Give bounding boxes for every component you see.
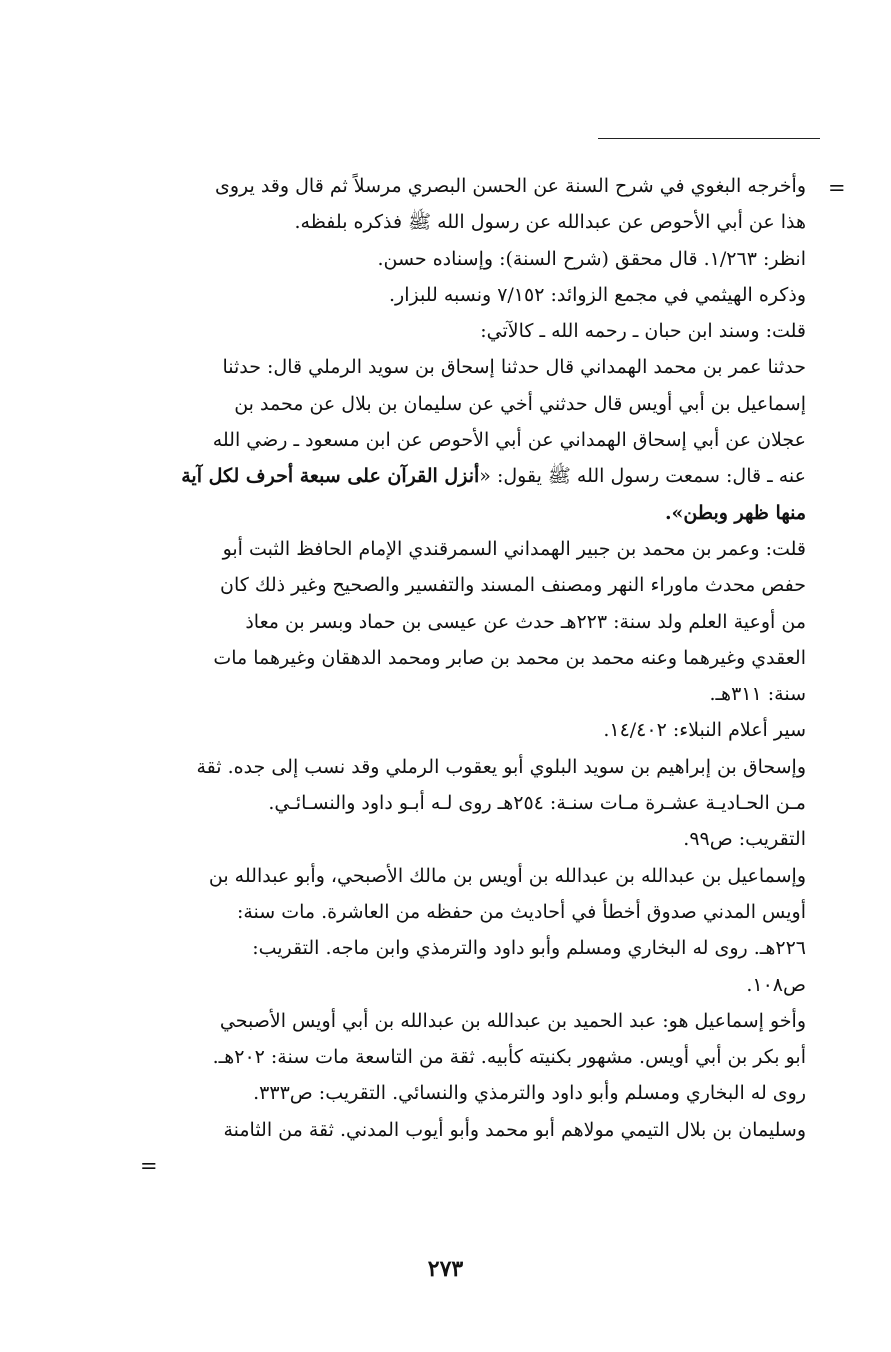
continuation-mark-top: =	[828, 176, 846, 200]
text-line: وإسحاق بن إبراهيم بن سويد البلوي أبو يعقوب الرملي وقد نسب إلى جده. ثقة	[196, 755, 806, 778]
text-line: التقريب: ص٩٩.	[683, 828, 806, 851]
text-line: هذا عن أبي الأحوص عن عبدالله عن رسول الله ﷺ فذكره بلفظه.	[294, 211, 806, 234]
text-line: سير أعلام النبلاء: ١٤/٤٠٢.	[603, 719, 806, 742]
text-line: قلت: وسند ابن حبان ـ رحمه الله ـ كالآتي:	[480, 320, 806, 343]
text-line: من أوعية العلم ولد سنة: ٢٢٣هـ حدث عن عيسى بن حماد وبسر بن معاذ	[245, 610, 806, 633]
text-line: وإسماعيل بن عبدالله بن عبدالله بن أويس بن مالك الأصبحي، وأبو عبدالله بن	[208, 864, 806, 887]
text-line: قلت: وعمر بن محمد بن جبير الهمداني السمرقندي الإمام الحافظ الثبت أبو	[222, 537, 806, 560]
text-line: ٢٢٦هـ. روى له البخاري ومسلم وأبو داود والترمذي وابن ماجه. التقريب:	[252, 937, 806, 960]
hadith-line-end: منها ظهر وبطن».	[664, 501, 806, 524]
text-line: وسليمان بن بلال التيمي مولاهم أبو محمد وأبو أيوب المدني. ثقة من الثامنة	[223, 1118, 806, 1141]
text-line: عجلان عن أبي إسحاق الهمداني عن أبي الأحوص عن ابن مسعود ـ رضي الله	[212, 429, 806, 452]
footnote-text-block	[150, 168, 806, 1148]
text-line: إسماعيل بن أبي أويس قال حدثني أخي عن سليمان بن بلال عن محمد بن	[234, 392, 806, 415]
page-number: ٢٧٣	[427, 1256, 464, 1282]
text-line: روى له البخاري ومسلم وأبو داود والترمذي والنسائي. التقريب: ص٣٣٣.	[253, 1082, 806, 1105]
text-line: أبو بكر بن أبي أويس. مشهور بكنيته كأبيه. ثقة من التاسعة مات سنة: ٢٠٢هـ.	[212, 1046, 806, 1069]
hadith-intro: عنه ـ قال: سمعت رسول الله ﷺ يقول: «	[479, 465, 806, 488]
text-line: سنة: ٣١١هـ.	[709, 683, 806, 706]
footnote-separator-rule	[598, 138, 820, 139]
text-line: حفص محدث ماوراء النهر ومصنف المسند والتفسير والصحيح وغير ذلك كان	[220, 574, 806, 597]
continuation-mark-bottom: =	[140, 1154, 158, 1178]
hadith-line	[150, 458, 806, 494]
text-line: وأخرجه البغوي في شرح السنة عن الحسن البصري مرسلاً ثم قال وقد يروى	[214, 175, 806, 197]
text-line: وذكره الهيثمي في مجمع الزوائد: ٧/١٥٢ ونسبه للبزار.	[389, 283, 806, 306]
text-line: انظر: ١/٢٦٣. قال محقق (شرح السنة): وإسناده حسن.	[377, 247, 806, 270]
text-line: مـن الحـاديـة عشـرة مـات سنـة: ٢٥٤هـ روى لـه أبـو داود والنسـائـي.	[268, 792, 806, 815]
text-line: وأخو إسماعيل هو: عبد الحميد بن عبدالله بن عبدالله بن أبي أويس الأصبحي	[219, 1009, 806, 1032]
text-line: حدثنا عمر بن محمد الهمداني قال حدثنا إسحاق بن سويد الرملي قال: حدثنا	[222, 356, 806, 379]
hadith-text: أنزل القرآن على سبعة أحرف لكل آية	[181, 465, 480, 488]
text-line: ص١٠٨.	[746, 973, 806, 996]
text-line: العقدي وغيرهما وعنه محمد بن محمد بن صابر ومحمد الدهقان وغيرهما مات	[213, 646, 806, 669]
text-line: أويس المدني صدوق أخطأ في أحاديث من حفظه من العاشرة. مات سنة:	[236, 900, 806, 923]
